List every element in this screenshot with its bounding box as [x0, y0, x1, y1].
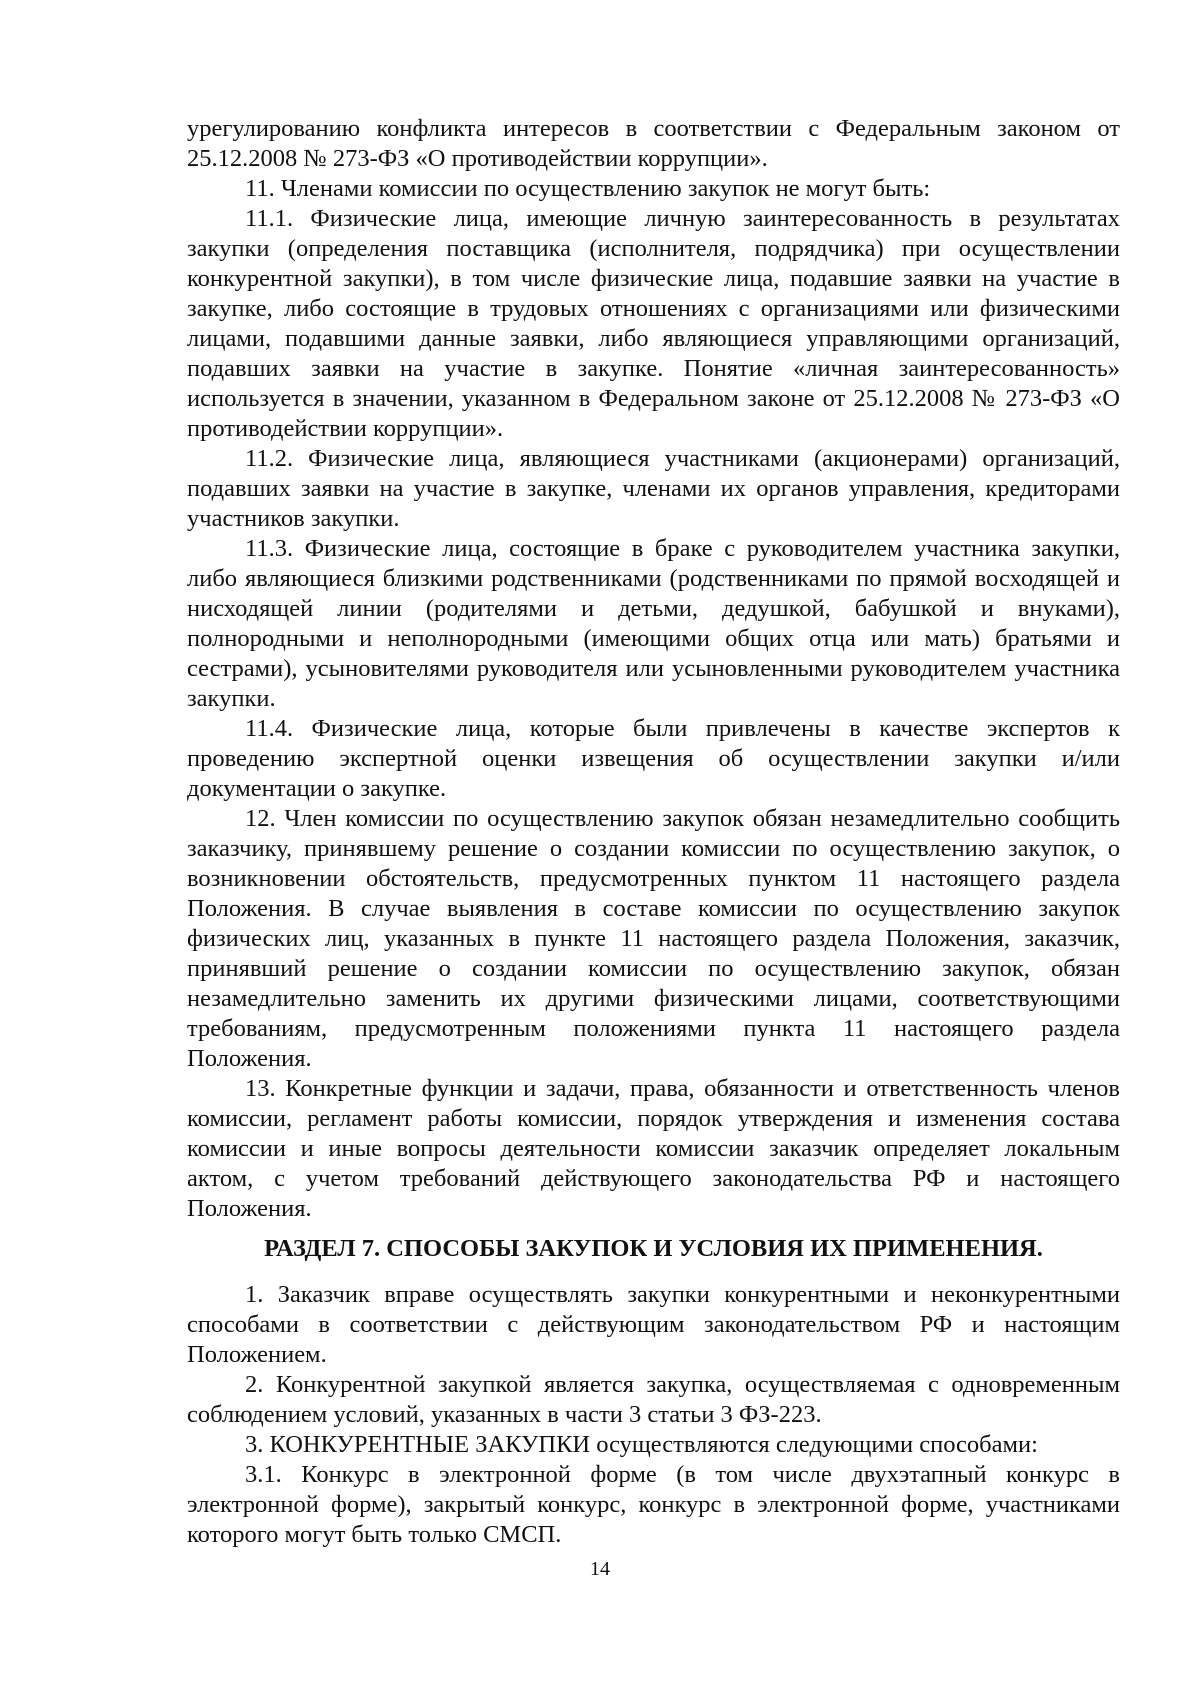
paragraph-11: 11. Членами комиссии по осуществлению закупок не могут быть: — [245, 175, 931, 202]
paragraph-11-1: 11.1. Физические лица, имеющие личную заинтересованность в результатах закупки (определения поставщика (исполнителя, подрядчика) при осуществлении конкурентной закупки), в том числе физические лица, подавшие заявки на участие в закупке, либо состоящие в трудовых отношениях с организациями или физическими лицами, подавшими данные заявки, либо являющиеся управляющими организаций, подавших заявки на участие в закупке. Понятие «личная заинтересованность» используется в значении, указанном в Федеральном законе от 25.12.2008 № 273-ФЗ «О противодействии коррупции». — [187, 205, 1120, 442]
paragraph-11-3: 11.3. Физические лица, состоящие в браке с руководителем участника закупки, либо являющиеся близкими родственниками (родственниками по прямой восходящей и нисходящей линии (родителями и детьми, дедушкой, бабушкой и внуками), полнородными и неполнородными (имеющими общих отца или мать) братьями и сестрами), усыновителями руководителя или усыновленными руководителем участника закупки. — [187, 535, 1120, 712]
paragraph-7-1: 1. Заказчик вправе осуществлять закупки конкурентными и неконкурентными способами в соответствии с действующим законодательством РФ и настоящим Положением. — [187, 1281, 1120, 1368]
paragraph-11-2: 11.2. Физические лица, являющиеся участниками (акционерами) организаций, подавших заявки на участие в закупке, членами их органов управления, кредиторами участников закупки. — [187, 445, 1120, 532]
paragraph-11-4: 11.4. Физические лица, которые были привлечены в качестве экспертов к проведению экспертной оценки извещения об осуществлении закупки и/или документации о закупке. — [187, 715, 1120, 802]
page-number: 14 — [590, 1558, 610, 1580]
paragraph-7-3-1: 3.1. Конкурс в электронной форме (в том числе двухэтапный конкурс в электронной форме), закрытый конкурс, конкурс в электронной форме, участниками которого могут быть только СМСП. — [187, 1461, 1120, 1548]
paragraph-7-3: 3. КОНКУРЕНТНЫЕ ЗАКУПКИ осуществляются следующими способами: — [245, 1431, 1038, 1458]
paragraph-7-2: 2. Конкурентной закупкой является закупка, осуществляемая с одновременным соблюдением условий, указанных в части 3 статьи 3 ФЗ-223. — [187, 1371, 1120, 1428]
paragraph-12: 12. Член комиссии по осуществлению закупок обязан незамедлительно сообщить заказчику, принявшему решение о создании комиссии по осуществлению закупок, о возникновении обстоятельств, предусмотренных пунктом 11 настоящего раздела Положения. В случае выявления в составе комиссии по осуществлению закупок физических лиц, указанных в пункте 11 настоящего раздела Положения, заказчик, принявший решение о создании комиссии по осуществлению закупок, обязан незамедлительно заменить их другими физическими лицами, соответствующими требованиям, предусмотренным положениями пункта 11 настоящего раздела Положения. — [187, 805, 1120, 1072]
document-page — [187, 114, 1120, 1550]
section-heading: РАЗДЕЛ 7. СПОСОБЫ ЗАКУПОК И УСЛОВИЯ ИХ ПРИМЕНЕНИЯ. — [264, 1235, 1043, 1262]
paragraph-13: 13. Конкретные функции и задачи, права, обязанности и ответственность членов комиссии, регламент работы комиссии, порядок утверждения и изменения состава комиссии и иные вопросы деятельности комиссии заказчик определяет локальным актом, с учетом требований действующего законодательства РФ и настоящего Положения. — [187, 1075, 1120, 1222]
paragraph-continuation: урегулированию конфликта интересов в соответствии с Федеральным законом от 25.12.2008 № 273-ФЗ «О противодействии коррупции». — [187, 115, 1120, 172]
